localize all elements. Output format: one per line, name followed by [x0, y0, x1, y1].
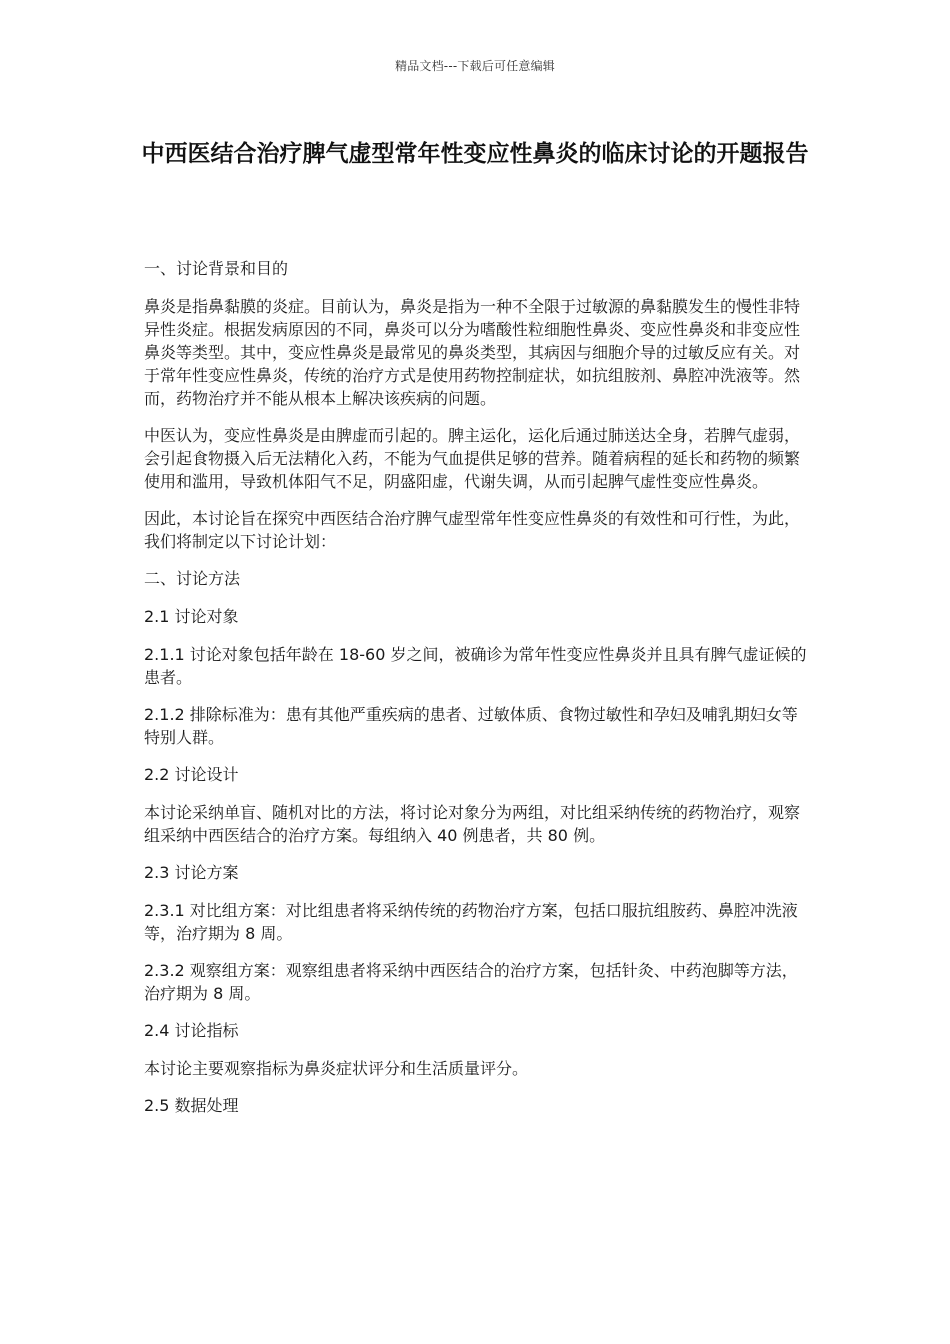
subsection-heading-subjects: 2.1 讨论对象: [144, 607, 239, 626]
paragraph-purpose: 因此，本讨论旨在探究中西医结合治疗脾气虚型常年性变应性鼻炎的有效性和可行性，为此，我们将制定以下讨论计划：: [144, 509, 801, 551]
section-heading-methods: 二、讨论方法: [144, 569, 241, 588]
paragraph-observation-plan: 2.3.2 观察组方案：观察组患者将采纳中西医结合的治疗方案，包括针灸、中药泡脚等方法，治疗期为 8 周。: [144, 961, 798, 1003]
header-note: 精品文档---下载后可任意编辑: [395, 59, 555, 73]
document-title: 中西医结合治疗脾气虚型常年性变应性鼻炎的临床讨论的开题报告: [141, 141, 809, 167]
document-body: [144, 257, 808, 1132]
paragraph-control-plan: 2.3.1 对比组方案：对比组患者将采纳传统的药物治疗方案，包括口服抗组胺药、鼻腔冲洗液等，治疗期为 8 周。: [144, 901, 798, 943]
section-heading-background: 一、讨论背景和目的: [144, 259, 289, 278]
paragraph-inclusion-criteria: 2.1.1 讨论对象包括年龄在 18-60 岁之间，被确诊为常年性变应性鼻炎并且具有脾气虚证候的患者。: [144, 645, 807, 687]
paragraph-rhinitis-definition: 鼻炎是指鼻黏膜的炎症。目前认为，鼻炎是指为一种不全限于过敏源的鼻黏膜发生的慢性非特异性炎症。根据发病原因的不同，鼻炎可以分为嗜酸性粒细胞性鼻炎、变应性鼻炎和非变应性鼻炎等类型。其中，变应性鼻炎是最常见的鼻炎类型，其病因与细胞介导的过敏反应有关。对于常年性变应性鼻炎，传统的治疗方式是使用药物控制症状，如抗组胺剂、鼻腔冲洗液等。然而，药物治疗并不能从根本上解决该疾病的问题。: [144, 297, 801, 408]
paragraph-exclusion-criteria: 2.1.2 排除标准为：患有其他严重疾病的患者、过敏体质、食物过敏性和孕妇及哺乳期妇女等特别人群。: [144, 705, 798, 747]
subsection-heading-design: 2.2 讨论设计: [144, 765, 239, 784]
paragraph-design: 本讨论采纳单盲、随机对比的方法，将讨论对象分为两组，对比组采纳传统的药物治疗，观察组采纳中西医结合的治疗方案。每组纳入 40 例患者，共 80 例。: [144, 803, 801, 845]
subsection-heading-plan: 2.3 讨论方案: [144, 863, 239, 882]
paragraph-tcm-view: 中医认为，变应性鼻炎是由脾虚而引起的。脾主运化，运化后通过肺送达全身，若脾气虚弱，会引起食物摄入后无法精化入药，不能为气血提供足够的营养。随着病程的延长和药物的频繁使用和滥用，导致机体阳气不足，阴盛阳虚，代谢失调，从而引起脾气虚性变应性鼻炎。: [144, 426, 801, 491]
paragraph-indicators: 本讨论主要观察指标为鼻炎症状评分和生活质量评分。: [144, 1059, 529, 1078]
subsection-heading-data-processing: 2.5 数据处理: [144, 1096, 239, 1115]
subsection-heading-indicators: 2.4 讨论指标: [144, 1021, 239, 1040]
